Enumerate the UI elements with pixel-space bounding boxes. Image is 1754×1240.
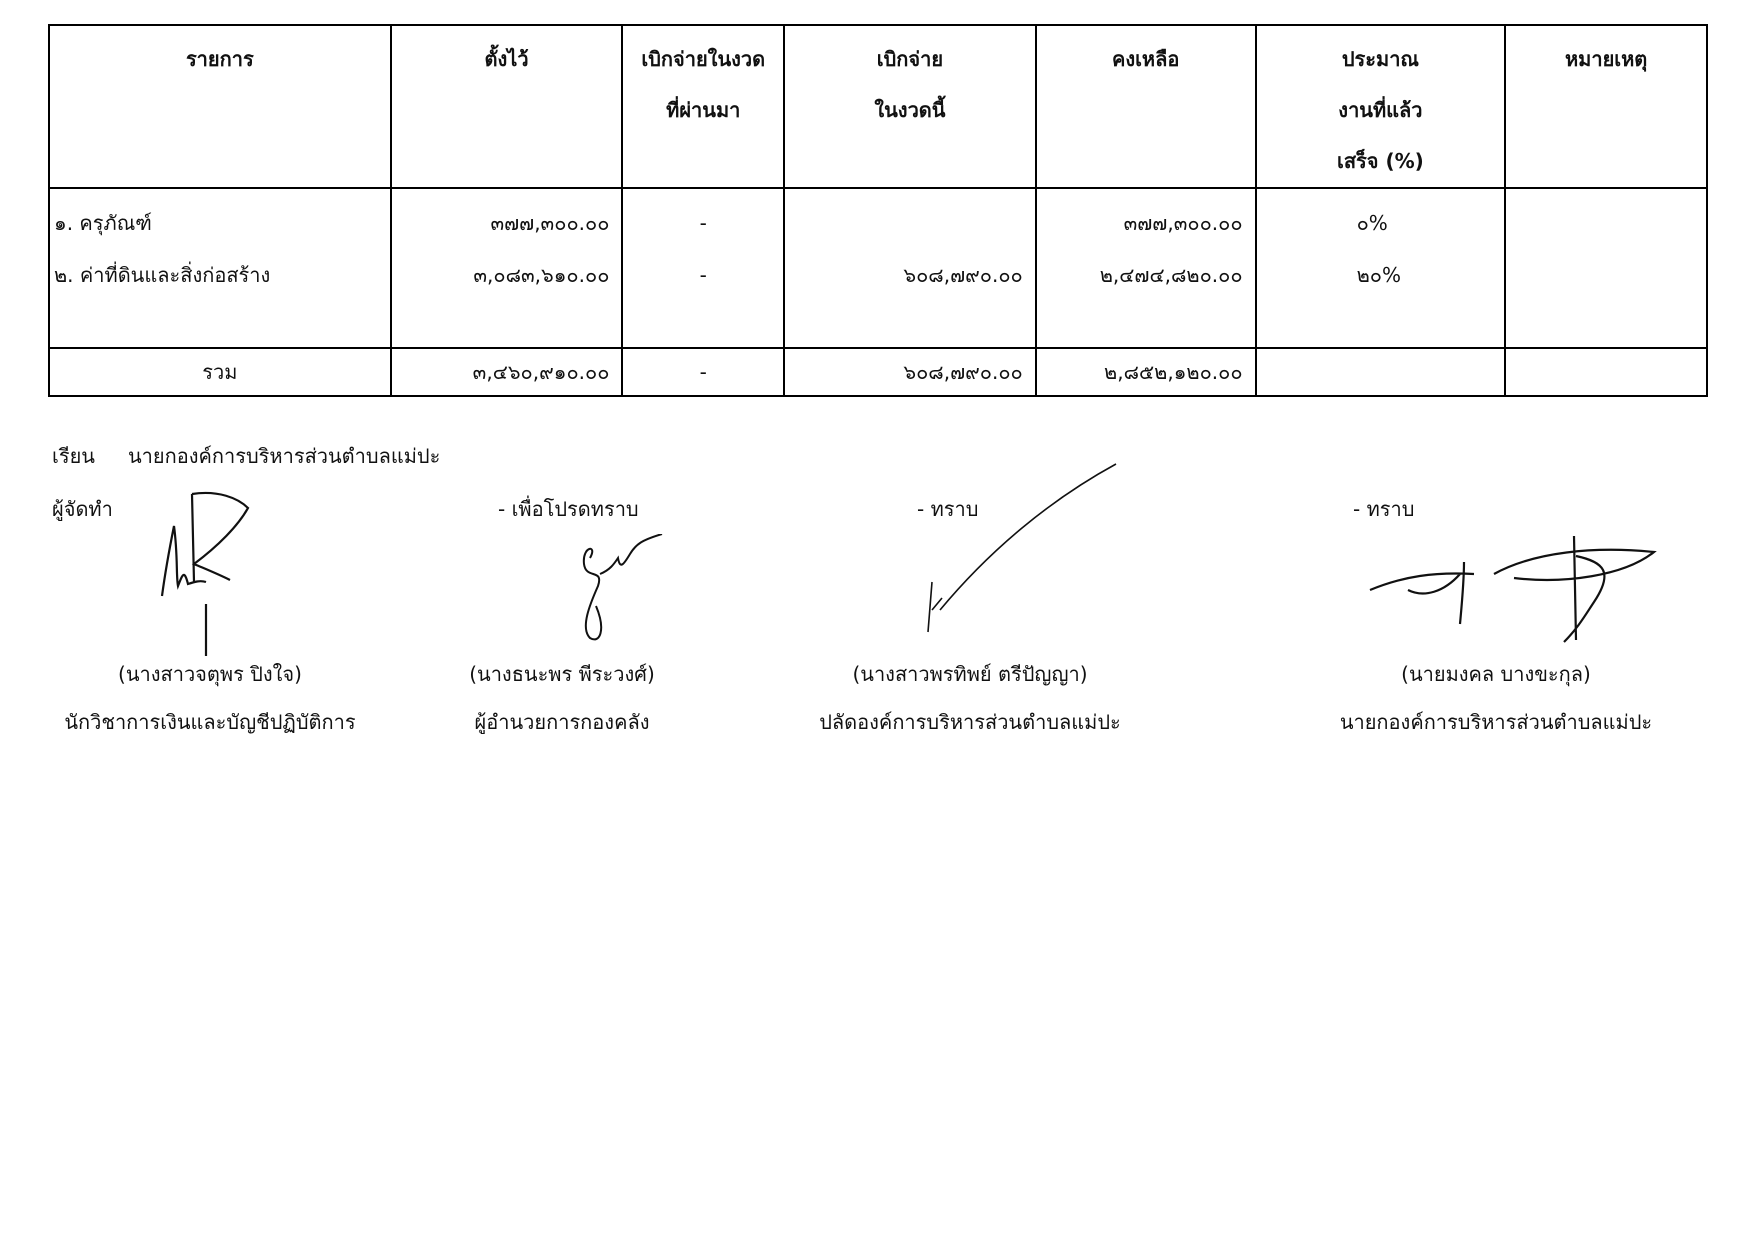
header-row (49, 25, 1707, 188)
paid-now-cell: ๖๐๘,๗๙๐.๐๐ (784, 188, 1036, 348)
signature-4 (1364, 532, 1664, 652)
signer-block-3 (760, 650, 1180, 746)
total-remaining: ๒,๘๕๒,๑๒๐.๐๐ (1036, 348, 1256, 396)
total-progress (1256, 348, 1506, 396)
signer-position: นักวิชาการเงินและบัญชีปฏิบัติการ (64, 710, 356, 734)
signer-block-2 (352, 650, 772, 746)
total-label: รวม (49, 348, 391, 396)
paid-previous-cell: - - (622, 188, 784, 348)
signer-position: ผู้อำนวยการกองคลัง (474, 710, 650, 734)
total-remark (1505, 348, 1707, 396)
header-progress: ประมาณ งานที่แล้ว เสร็จ (%) (1256, 25, 1506, 188)
prepared-by-label: ผู้จัดทำ (52, 497, 113, 521)
signer-name: (นางสาวพรทิพย์ ตรีปัญญา) (852, 662, 1088, 686)
signer-position: นายกองค์การบริหารส่วนตำบลแม่ปะ (1339, 710, 1653, 734)
table-row (49, 188, 1707, 348)
memo-line (52, 440, 440, 472)
header-remaining: คงเหลือ (1036, 25, 1256, 188)
signer-name: (นางธนะพร พีระวงศ์) (469, 662, 655, 686)
ack-note-deputy: - ทราบ (917, 497, 979, 521)
signature-3 (920, 460, 1120, 640)
total-budget: ๓,๔๖๐,๙๑๐.๐๐ (391, 348, 623, 396)
total-paid-previous: - (622, 348, 784, 396)
header-paid-previous: เบิกจ่ายในงวด ที่ผ่านมา (622, 25, 784, 188)
progress-cell: ๐% ๒๐% (1256, 188, 1506, 348)
total-row (49, 348, 1707, 396)
header-remark: หมายเหตุ (1505, 25, 1707, 188)
signature-2 (570, 534, 670, 644)
total-paid-now: ๖๐๘,๗๙๐.๐๐ (784, 348, 1036, 396)
remark-cell (1505, 188, 1707, 348)
header-budget: ตั้งไว้ (391, 25, 623, 188)
memo-to-label: เรียน (52, 444, 95, 468)
ack-note-director: - เพื่อโปรดทราบ (498, 497, 639, 521)
item-cell: ๑. ครุภัณฑ์ ๒. ค่าที่ดินและสิ่งก่อสร้าง (49, 188, 391, 348)
signature-1 (148, 486, 258, 656)
signer-name: (นายมงคล บางขะกุล) (1401, 662, 1591, 686)
signer-position: ปลัดองค์การบริหารส่วนตำบลแม่ปะ (819, 710, 1121, 734)
budget-table (48, 24, 1708, 397)
header-paid-now: เบิกจ่าย ในงวดนี้ (784, 25, 1036, 188)
memo-to-value: นายกองค์การบริหารส่วนตำบลแม่ปะ (128, 444, 441, 468)
budget-cell: ๓๗๗,๓๐๐.๐๐ ๓,๐๘๓,๖๑๐.๐๐ (391, 188, 623, 348)
signer-block-4 (1286, 650, 1706, 746)
header-item: รายการ (49, 25, 391, 188)
remaining-cell: ๓๗๗,๓๐๐.๐๐ ๒,๔๗๔,๘๒๐.๐๐ (1036, 188, 1256, 348)
ack-note-mayor: - ทราบ (1353, 497, 1415, 521)
signer-name: (นางสาวจตุพร ปิงใจ) (118, 662, 302, 686)
